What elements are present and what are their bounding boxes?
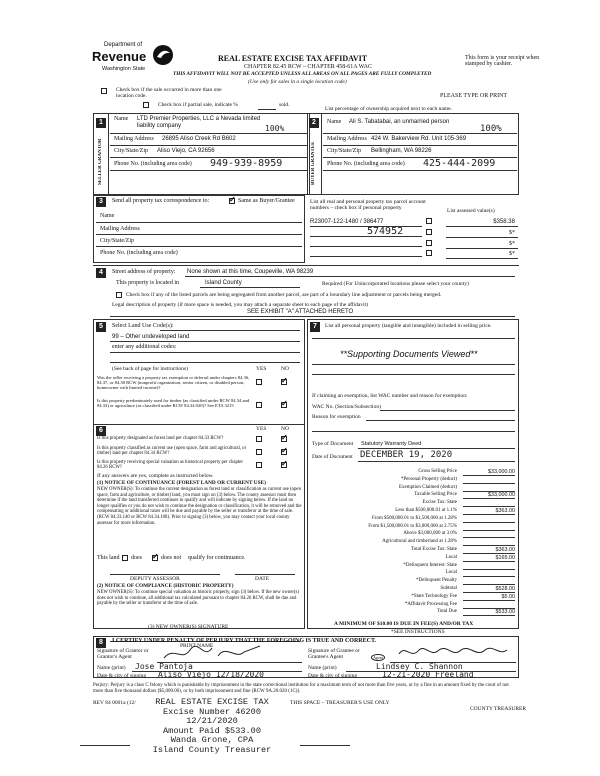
- totals-value: $363.00: [463, 547, 515, 554]
- buyer-mail: 424 W. Bakerview Rd. Unit 105-369: [371, 136, 467, 142]
- send-city-label: City/State/Zip: [100, 238, 134, 244]
- legal-description: SEE EXHIBIT "A" ATTACHED HERETO: [247, 309, 354, 315]
- land-use-code: 99 – Other undeveloped land: [112, 334, 190, 340]
- stamp-line-3: 12/21/2020: [186, 716, 238, 727]
- segregated-checkbox[interactable]: [116, 292, 122, 298]
- s5-question-1: Was the seller receiving a property tax exemption or deferral under chapters 84.36, 84.37, or 84.38 RCW (nonprofit organization, senior citizen, or disabled person, homeowner with limited income)?: [97, 375, 250, 391]
- form-subtitle: CHAPTER 82.45 RCW – CHAPTER 458-61A WAC: [244, 64, 372, 70]
- totals-value: [463, 602, 515, 609]
- partial-sale-checkbox[interactable]: [143, 102, 149, 108]
- section-7-badge: 7: [310, 322, 320, 332]
- totals-label: Total Excise Tax: State: [410, 546, 457, 552]
- totals-value: [463, 531, 515, 538]
- minimum-note: A MINIMUM OF $10.00 IS DUE IN FEE(S) AND/OR TAX: [334, 621, 474, 627]
- notice-1-title: (1) NOTICE OF CONTINUANCE (FOREST LAND OR CURRENT USE): [97, 480, 266, 486]
- totals-label: Less than $500,000.01 at 1.1%: [395, 507, 457, 513]
- totals-label: From $500,000.01 to $1,500,000 at 1.28%: [372, 515, 457, 521]
- assessed-blank-2: $*: [509, 241, 515, 247]
- parcel-pp-checkbox-3[interactable]: [426, 240, 432, 246]
- totals-label: Excise Tax: State: [422, 500, 457, 506]
- totals-value: [463, 578, 515, 585]
- legal-label: Legal description of property (if more space is needed, you may attach a separate sheet to each page of the affidavit): [112, 302, 368, 308]
- additional-codes-label: enter any additional codes:: [112, 344, 177, 350]
- totals-label: From $1,500,000.01 to $3,000,000 at 2.75%: [368, 523, 457, 529]
- supporting-docs-note: **Supporting Documents Viewed**: [340, 349, 478, 359]
- totals-value: $528.00: [463, 586, 515, 593]
- seller-name-label: Name: [114, 116, 129, 122]
- buyer-pct: 100%: [480, 124, 502, 134]
- section-5-badge: 5: [96, 322, 106, 332]
- totals-label: *Affidavit Processing Fee: [404, 601, 457, 607]
- totals-value: $533.00: [463, 609, 515, 616]
- receipt-note: This form is your receipt when stamped by cashier.: [465, 55, 540, 67]
- s5-question-2: Is this property predominately used for timber (as classified under RCW 84.34 and 84.33) or agriculture (as classified under RCW 84.34.020)? See ETA 3215: [97, 398, 250, 409]
- form-note: (Use only for sales in a single location code): [248, 79, 347, 85]
- totals-label: Total Due: [437, 609, 457, 615]
- totals-row: [310, 539, 517, 547]
- totals-row: [310, 547, 517, 555]
- totals-value: [463, 570, 515, 577]
- parcel-pp-checkbox-1[interactable]: [426, 218, 432, 224]
- seller-city: Aliso Viejo, CA 92656: [157, 148, 215, 154]
- s6-yes-header: YES: [256, 426, 267, 432]
- totals-row: [310, 477, 517, 485]
- s6-q2-yes[interactable]: [256, 449, 262, 455]
- assessed-value: $358.38: [493, 219, 515, 225]
- doc-type-label: Type of Document: [312, 441, 354, 447]
- wac-label: WAC No. (Section/Subsection): [312, 404, 381, 410]
- totals-label: *Delinquent Penalty: [416, 578, 457, 584]
- parcel-handwritten: 574952: [367, 226, 404, 237]
- seller-phone-label: Phone No. (including area code): [114, 161, 192, 167]
- parcel-pp-checkbox-2[interactable]: [426, 229, 432, 235]
- notice-2-body: NEW OWNER(S): To continue special valuation as historic property, sign (3) below. If the new owner(s) does not wish to continue, all additional tax calculated pursuant to chapter 84.26 RCW, shall be due and payable by the seller or transferor at the time of sale.: [97, 590, 300, 607]
- section-1-badge: 1: [96, 118, 106, 128]
- agent-circle: Agent: [371, 654, 385, 661]
- partial-sale-label: Check box if partial sale, indicate %: [158, 102, 238, 108]
- grantee-date-label: Date & city of signing: [308, 673, 358, 679]
- totals-row: [310, 578, 517, 586]
- totals-label: *State Technology Fee: [411, 593, 457, 599]
- totals-row: [310, 469, 517, 477]
- totals-row: [310, 563, 517, 571]
- land-use-label: Select Land Use Code(s):: [112, 323, 174, 329]
- totals-row: [310, 516, 517, 524]
- parcel-number: R23007-122-1480 / 386477: [310, 219, 384, 225]
- grantor-date-city: Aliso Viejo 12/18/2020: [158, 670, 264, 679]
- totals-row: [310, 500, 517, 508]
- s5-q1-yes[interactable]: [256, 379, 262, 385]
- totals-row: [310, 508, 517, 516]
- form-number: REV 84 0001a (12/: [93, 700, 136, 706]
- s6-question-2: Is this property classified as current use (open space, farm and agricultural, or timber) land per chapter 84.34 RCW?: [97, 446, 247, 457]
- totals-table: [310, 469, 517, 617]
- buyer-mail-label: Mailing Address: [327, 136, 367, 142]
- grantee-name: Lindsey C. Shannon: [376, 662, 463, 671]
- buyer-city-label: City/State/Zip: [327, 148, 361, 154]
- see-instructions: *SEE INSTRUCTIONS: [391, 629, 445, 635]
- grantee-signature-icon: [395, 642, 510, 662]
- totals-row: [310, 492, 517, 500]
- s5-q1-no[interactable]: [281, 379, 287, 385]
- s6-q1-no[interactable]: [281, 436, 287, 442]
- section-6-badge: 6: [96, 426, 106, 436]
- totals-value: $165.00: [463, 555, 515, 562]
- dept-line1: Department of: [104, 42, 143, 48]
- totals-value: $33,000.00: [463, 469, 515, 476]
- totals-label: Gross Selling Price: [418, 469, 457, 474]
- street-label: Street address of property:: [112, 269, 176, 275]
- multi-location-checkbox[interactable]: [101, 88, 107, 94]
- seller-mail-label: Mailing Address: [114, 136, 154, 142]
- same-as-buyer-label: Same as Buyer/Grantee: [238, 198, 295, 204]
- county-treasurer-label: COUNTY TREASURER: [470, 706, 527, 712]
- grantee-name-label: Name (print): [308, 665, 337, 671]
- deputy-assessor-label: DEPUTY ASSESSOR: [130, 576, 180, 582]
- type-print-note: PLEASE TYPE OR PRINT: [440, 93, 508, 99]
- land-does-label: does: [131, 555, 142, 561]
- partial-sale-suffix: sold.: [279, 102, 290, 108]
- stamp-line-1: REAL ESTATE EXCISE TAX: [155, 697, 269, 707]
- s6-q3-yes[interactable]: [256, 462, 262, 468]
- send-to-label: Send all property tax correspondence to:: [112, 198, 210, 204]
- grantor-sig-label: Signature of Grantor or Grantor's Agent: [97, 648, 149, 660]
- stamp-line-2: Excise Number 46200: [163, 706, 261, 717]
- grantor-date-label: Date & city of signing: [97, 673, 147, 679]
- grantor-name: Jose Pantoja: [135, 662, 193, 671]
- assessed-blank-3: $*: [509, 251, 515, 257]
- s5-yes-header: YES: [256, 366, 267, 372]
- stamp-line-4: Amount Paid $533.00: [163, 725, 261, 736]
- doc-date: DECEMBER 19, 2020: [360, 450, 453, 460]
- totals-label: Taxable Selling Price: [414, 492, 457, 498]
- segregated-label: Check box if any of the listed parcels are being segregated from another parcel, are part of a boundary line adjustment or parcels being merged.: [126, 292, 442, 298]
- totals-label: Above $3,000,000 at 3.0%: [403, 531, 457, 537]
- totals-value: $33,000.00: [463, 492, 515, 499]
- qualify-label: qualify for continuance.: [188, 555, 246, 561]
- totals-row: [310, 602, 517, 610]
- totals-row: [310, 555, 517, 563]
- stamp-line-5: Wanda Grone, CPA: [170, 735, 254, 746]
- buyer-name-label: Name: [327, 119, 342, 125]
- located-label: This property is located in: [116, 280, 179, 286]
- buyer-phone: 425-444-2099: [423, 158, 496, 169]
- s5-q2-no[interactable]: [281, 402, 287, 408]
- section-2-badge: 2: [309, 118, 319, 128]
- totals-row: [310, 594, 517, 602]
- totals-value: $363.00: [463, 508, 515, 515]
- buyer-name: Ali S. Tabatabai, an unmarried person: [349, 119, 450, 125]
- s5-q2-yes[interactable]: [256, 402, 262, 408]
- s6-q3-no[interactable]: [281, 462, 287, 468]
- perjury-note: Perjury: Perjury is a class C felony which is punishable by imprisonment in the state correctional institution for a maximum term of not more than five years, or by a fine in an amount fixed by the court of not more than five thousand dollars ($5,000.00), or by both imprisonment and fine (RCW 9A.20.020 (1C)).: [93, 683, 509, 694]
- totals-label: Subtotal: [440, 585, 457, 591]
- totals-value: [463, 539, 515, 546]
- dept-line3: Washington State: [102, 66, 146, 72]
- see-back-note: (See back of page for instructions): [112, 366, 188, 372]
- totals-value: [463, 500, 515, 507]
- treasurer-stamp: [132, 698, 292, 756]
- street-address: None shown at this time, Coupeville, WA 98239: [187, 269, 314, 275]
- grantor-signature-icon: [160, 642, 270, 664]
- send-phone-label: Phone No. (including area code): [100, 250, 178, 256]
- land-does-not-checkbox[interactable]: [152, 555, 158, 561]
- buyer-city: Bellingham, WA 98226: [371, 148, 432, 154]
- totals-label: Agricultural and timberland at 1.28%: [382, 539, 457, 545]
- totals-value: [463, 524, 515, 531]
- notice-2-title: (2) NOTICE OF COMPLIANCE (HISTORIC PROPERTY): [97, 583, 234, 589]
- new-owner-sig-label: (3) NEW OWNER(S) SIGNATURE: [148, 624, 229, 630]
- grantor-name-label: Name (print): [97, 665, 126, 671]
- totals-row: [310, 609, 517, 617]
- totals-value: [463, 477, 515, 484]
- totals-label: *Delinquent Interest: State: [403, 562, 457, 568]
- parcel-pp-checkbox-4[interactable]: [426, 250, 432, 256]
- seller-phone: 949-939-8959: [210, 158, 283, 169]
- reason-label: Reason for exemption: [312, 414, 361, 420]
- treasurer-note: THIS SPACE – TREASURER'S USE ONLY: [290, 700, 390, 706]
- stamp-line-6: Island County Treasurer: [152, 744, 272, 755]
- doc-date-label: Date of Document: [312, 454, 353, 460]
- send-mail-label: Mailing Address: [100, 226, 140, 232]
- exemption-claim-label: If claiming an exemption, list WAC number and reason for exemption:: [312, 393, 468, 399]
- totals-label: Exemption Claimed (deduct): [398, 484, 457, 490]
- print-name-label: PRINT NAME: [180, 643, 214, 649]
- totals-row: [310, 586, 517, 594]
- land-does-not-label: does not: [161, 555, 182, 561]
- totals-label: *Personal Property (deduct): [400, 476, 457, 482]
- s6-q2-no[interactable]: [281, 449, 287, 455]
- this-land-label: This land: [97, 555, 120, 561]
- s6-q1-yes[interactable]: [256, 436, 262, 442]
- s5-no-header: NO: [281, 366, 289, 372]
- seller-mail: 26895 Aliso Creek Rd B602: [162, 136, 236, 142]
- totals-row: [310, 531, 517, 539]
- county: Island County: [205, 280, 242, 286]
- dept-line2: Revenue: [92, 49, 147, 64]
- parcel-header: List all real and personal property tax parcel account numbers – check box if personal property: [310, 199, 426, 211]
- seller-pct: 100%: [265, 124, 285, 133]
- totals-value: $5.00: [463, 594, 515, 601]
- grantee-date-city: 12-21-2020 Freeland: [382, 670, 474, 679]
- grantee-sig-label: Signature of Grantee or Grantee's Agent: [308, 648, 360, 660]
- assessed-header: List assessed value(s): [447, 208, 495, 214]
- totals-row: [310, 485, 517, 493]
- seller-side-label: SELLER GRANTOR: [98, 138, 103, 185]
- totals-label: Local: [445, 570, 457, 576]
- seller-city-label: City/State/Zip: [114, 148, 148, 154]
- form-warning: THIS AFFIDAVIT WILL NOT BE ACCEPTED UNLESS ALL AREAS ON ALL PAGES ARE FULLY COMPLETED: [173, 71, 432, 77]
- assessed-blank-1: $*: [509, 230, 515, 236]
- form-title: REAL ESTATE EXCISE TAX AFFIDAVIT: [218, 54, 368, 63]
- seller-name: LTD Premier Properties, LLC a Nevada limited liability company: [137, 116, 261, 129]
- same-as-buyer-checkbox[interactable]: [229, 198, 235, 204]
- certify-statement: I CERTIFY UNDER PENALTY OF PERJURY THAT THE FOREGOING IS TRUE AND CORRECT.: [112, 638, 377, 644]
- required-note: Required (For Unincorporated locations please select your county): [322, 281, 469, 287]
- totals-row: [310, 524, 517, 532]
- s6-question-3: Is this property receiving special valuation as historical property per chapter 84.26 RCW?: [97, 460, 243, 471]
- land-does-checkbox[interactable]: [122, 555, 128, 561]
- deputy-date-label: DATE: [255, 576, 270, 582]
- doc-type: Statutory Warranty Deed: [361, 441, 422, 447]
- totals-value: [463, 563, 515, 570]
- section-4-badge: 4: [96, 268, 106, 278]
- totals-value: [463, 516, 515, 523]
- s6-if-yes: If any answers are yes, complete as instructed below.: [97, 473, 214, 479]
- washington-logo-icon: [152, 44, 174, 66]
- totals-value: [463, 485, 515, 492]
- totals-row: [310, 570, 517, 578]
- s6-question-1: Is this property designated as forest land per chapter 84.33 RCW?: [97, 436, 224, 441]
- buyer-phone-label: Phone No. (including area code): [327, 161, 405, 167]
- buyer-side-label: BUYER GRANTEE: [311, 141, 316, 185]
- s6-no-header: NO: [281, 426, 289, 432]
- section-8-badge: 8: [96, 638, 106, 648]
- personal-property-label: List all personal property (tangible and intangible) included in selling price.: [325, 323, 492, 329]
- notice-1-body: NEW OWNER(S): To continue the current designation as forest land or classification as current use (open space, farm and agriculture, or timber) land, you must sign on (3) below. The county assessor must then determine if the land transferred continues to qualify and will indicate by signing below. If the land no longer qualifies or you do not wish to continue the designation or classification, it will be removed and the compensating or additional taxes will be due and payable by the seller or transferor at the time of sale. (RCW 84.33.140 or RCW 84.34.108). Prior to signing (3) below, you may contact your local county assessor for more information.: [97, 487, 302, 526]
- section-3-badge: 3: [96, 197, 106, 207]
- ownership-note: List percentage of ownership acquired next to each name.: [325, 106, 452, 112]
- multi-location-label: Check box if the sale occurred in more than one location code.: [116, 87, 222, 99]
- send-name-label: Name: [100, 213, 115, 219]
- totals-label: Local: [445, 554, 457, 560]
